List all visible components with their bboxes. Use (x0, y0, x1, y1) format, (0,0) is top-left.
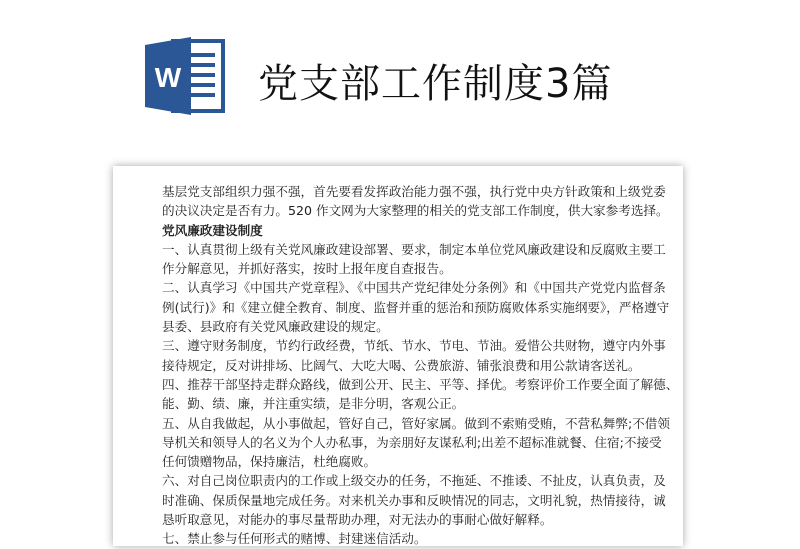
paragraph-line: 能、勤、绩、廉，并注重实绩，是非分明，客观公正。 (162, 396, 465, 412)
document-body (162, 182, 679, 549)
paragraph-line: 的决议决定是否有力。520 作文网为大家整理的相关的党支部工作制度，供大家参考选择。 (162, 203, 669, 219)
paragraph-line: 三、遵守财务制度，节约行政经费，节纸、节水、节电、节油。爱惜公共财物，遵守内外事 (162, 338, 666, 354)
document-page (113, 166, 683, 546)
paragraph-line: 导机关和领导人的名义为个人办私事，为亲朋好友谋私利;出差不超标准就餐、住宿;不接受 (162, 434, 662, 450)
paragraph-line: 时准确、保质保量地完成任务。对来机关办事和反映情况的同志，文明礼貌，热情接待，诚 (162, 492, 666, 508)
word-document-icon (143, 35, 227, 117)
document-title: 党支部工作制度3篇 (258, 61, 613, 107)
paragraph-line: 一、认真贯彻上级有关党风廉政建设部署、要求，制定本单位党风廉政建设和反腐败主要工 (162, 241, 666, 257)
paragraph-line: 二、认真学习《中国共产党章程》、《中国共产党纪律处分条例》和《中国共产党党内监督条 (162, 280, 666, 296)
paragraph-line: 任何馈赠物品，保持廉洁，杜绝腐败。 (162, 454, 377, 470)
paragraph-line: 四、推荐干部坚持走群众路线，做到公开、民主、平等、择优。考察评价工作要全面了解德、 (162, 376, 679, 392)
paragraph-line: 作分解意见，并抓好落实，按时上报年度自查报告。 (162, 261, 452, 277)
paragraph-line: 七、禁止参与任何形式的赌博、封建迷信活动。 (162, 531, 427, 547)
paragraph-line: 接待规定，反对讲排场、比阔气、大吃大喝、公费旅游、铺张浪费和用公款请客送礼。 (162, 357, 641, 373)
paragraph-line: 基层党支部组织力强不强，首先要看发挥政治能力强不强，执行党中央方针政策和上级党委 (162, 184, 666, 199)
section-heading: 党风廉政建设制度 (162, 222, 263, 238)
paragraph-line: 恳听取意见，对能办的事尽量帮助办理，对无法办的事耐心做好解释。 (162, 512, 553, 528)
paragraph-line: 县委、县政府有关党风廉政建设的规定。 (162, 319, 389, 335)
paragraph-line: 例(试行)》和《建立健全教育、制度、监督并重的惩治和预防腐败体系实施纲要》，严格遵守 (162, 299, 670, 315)
svg-text:W: W (154, 62, 182, 93)
paragraph-line: 六、对自己岗位职责内的工作或上级交办的任务，不拖延、不推诿、不扯皮，认真负责，及 (162, 473, 666, 489)
header (0, 0, 800, 165)
paragraph-line: 五、从自我做起，从小事做起，管好自己，管好家属。做到不索贿受贿，不营私舞弊;不借领 (162, 415, 670, 431)
